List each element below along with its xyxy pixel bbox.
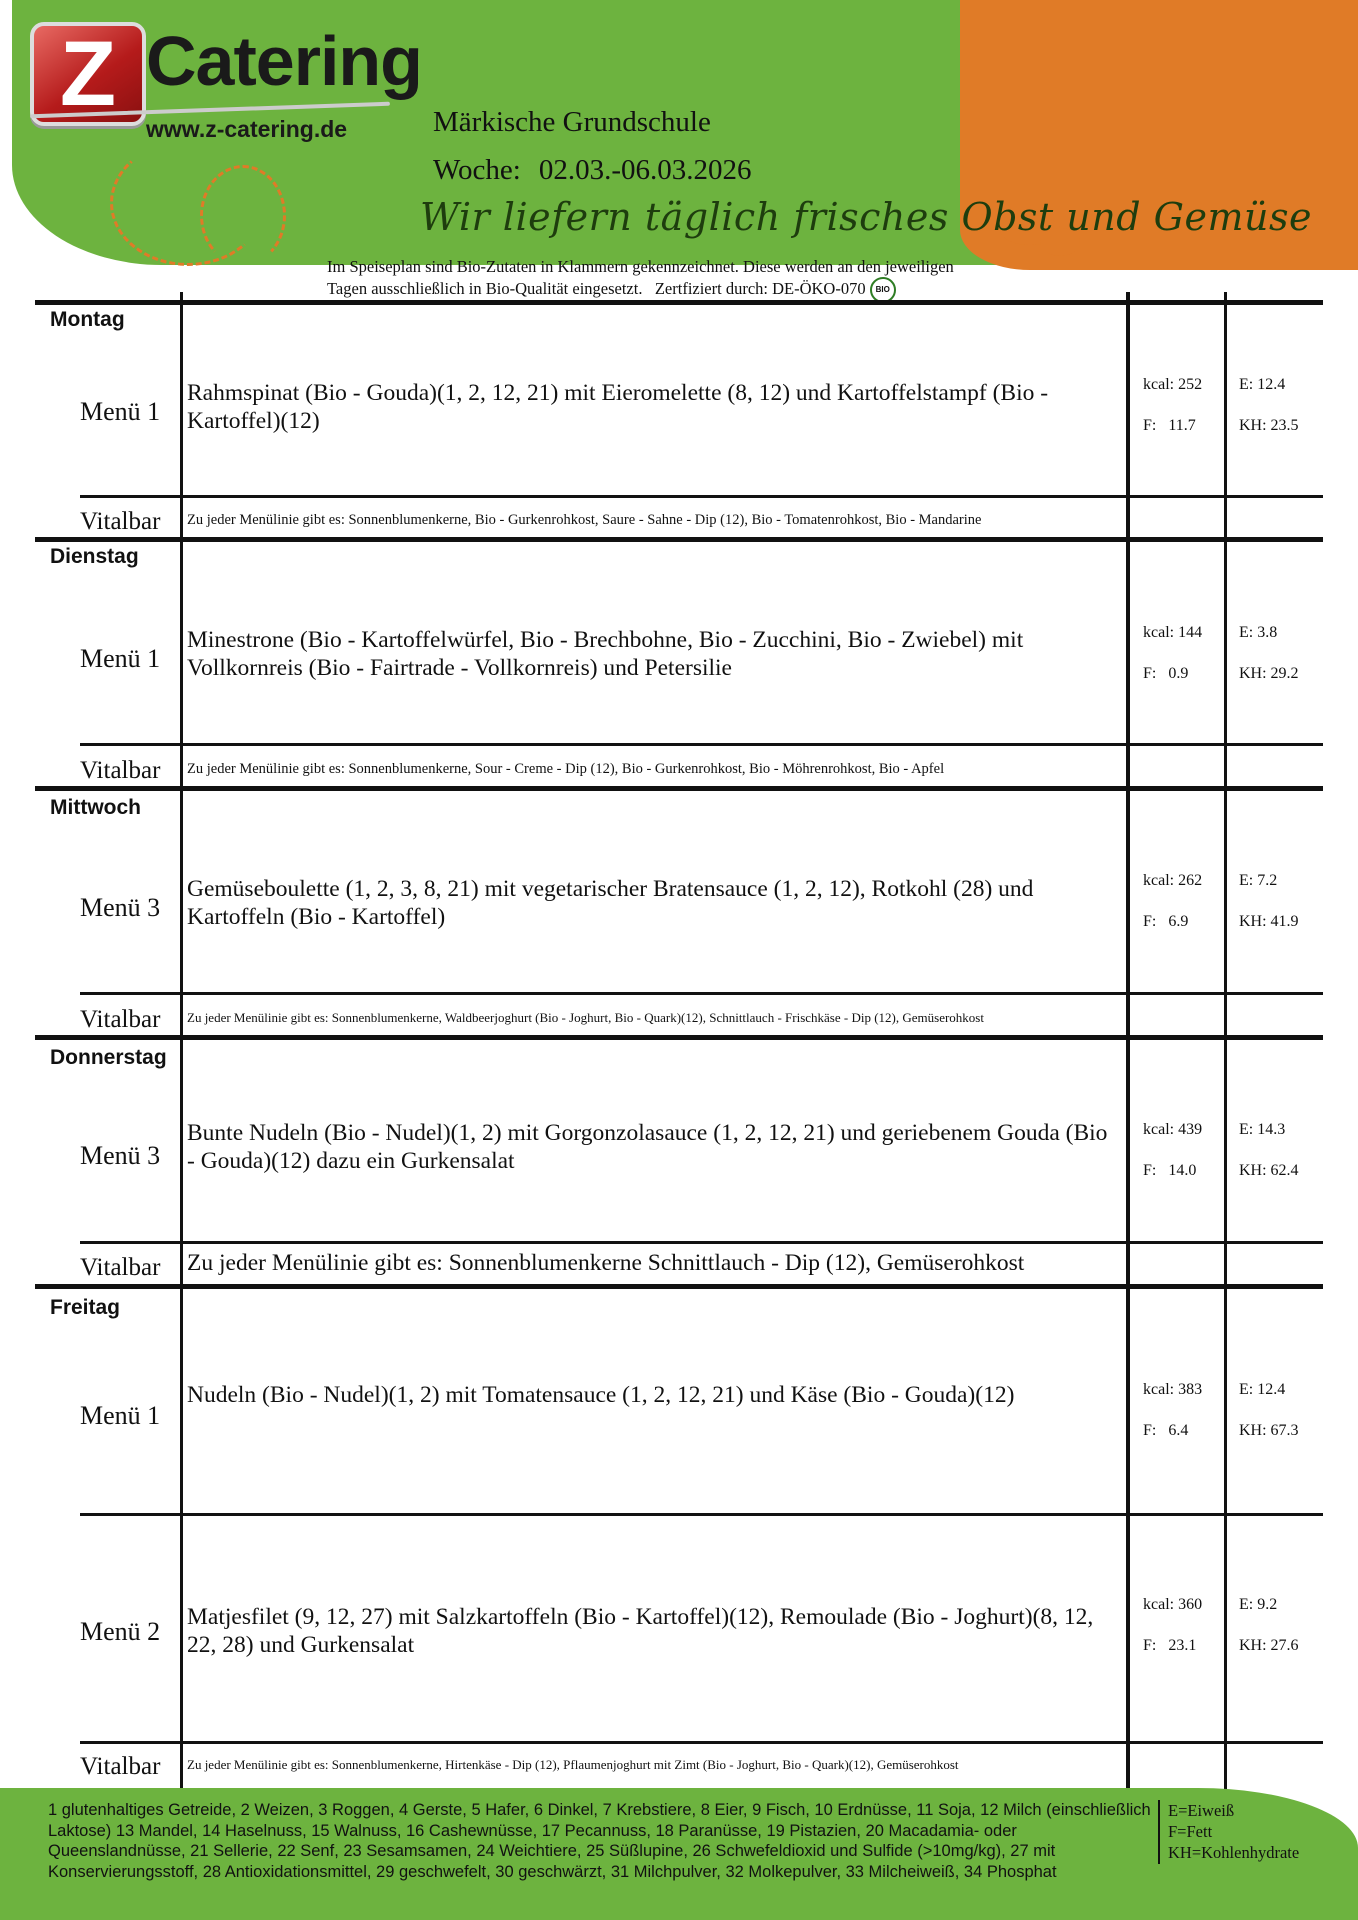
day-divider bbox=[35, 786, 1323, 791]
menu-description: Gemüseboulette (1, 2, 3, 8, 21) mit vegetarischer Bratensauce (1, 2, 12), Rotkohl (28) und Kartoffeln (Bio - Kartoffel) bbox=[187, 876, 1034, 930]
menu-label: Menü 1 bbox=[80, 1401, 161, 1430]
nutri-fat: F: 0.9 bbox=[1143, 665, 1189, 682]
vitalbar-divider bbox=[80, 992, 1323, 995]
legend-separator bbox=[1158, 1800, 1160, 1864]
vitalbar-label: Vitalbar bbox=[80, 1753, 161, 1780]
bio-seal-icon: BIO bbox=[870, 277, 896, 303]
nutri-protein: E: 12.4 bbox=[1239, 376, 1286, 393]
week-line bbox=[433, 154, 752, 187]
day-label-mittwoch: Mittwoch bbox=[50, 796, 141, 819]
nutri-kcal: kcal: 360 bbox=[1143, 1596, 1203, 1613]
nutri-protein: E: 9.2 bbox=[1239, 1596, 1278, 1613]
nutri-fat: F: 11.7 bbox=[1143, 417, 1196, 434]
nutri-protein: E: 3.8 bbox=[1239, 624, 1278, 641]
vitalbar-text: Zu jeder Menülinie gibt es: Sonnenblumenkerne Schnittlauch - Dip (12), Gemüserohkost bbox=[187, 1250, 1025, 1276]
school-name: Märkische Grundschule bbox=[433, 106, 711, 138]
day-divider bbox=[35, 537, 1323, 542]
nutri-fat: F: 6.9 bbox=[1143, 913, 1189, 930]
nutri-carbs: KH: 23.5 bbox=[1239, 417, 1299, 434]
logo-brand: Catering bbox=[146, 22, 422, 100]
day-divider bbox=[35, 1035, 1323, 1040]
day-divider bbox=[35, 1284, 1323, 1289]
menu-description: Nudeln (Bio - Nudel)(1, 2) mit Tomatensauce (1, 2, 12, 21) und Käse (Bio - Gouda)(12) bbox=[187, 1382, 1015, 1408]
nutri-kcal: kcal: 383 bbox=[1143, 1381, 1203, 1398]
menu-label: Menü 3 bbox=[80, 893, 161, 922]
nutri-kcal: kcal: 144 bbox=[1143, 624, 1203, 641]
nutri-carbs: KH: 62.4 bbox=[1239, 1162, 1299, 1179]
menu-label: Menü 3 bbox=[80, 1141, 161, 1170]
logo-url: www.z-catering.de bbox=[146, 116, 348, 142]
nutri-carbs: KH: 67.3 bbox=[1239, 1422, 1299, 1439]
table-divider-nutri bbox=[1224, 292, 1227, 1789]
day-label-freitag: Freitag bbox=[50, 1296, 121, 1319]
vitalbar-divider bbox=[80, 1241, 1323, 1244]
vitalbar-text: Zu jeder Menülinie gibt es: Sonnenblumenkerne, Hirtenkäse - Dip (12), Pflaumenjoghurt mit Zimt (Bio - Joghurt, Bio - Quark)(12), Gemüserohkost bbox=[187, 1757, 959, 1772]
vitalbar-divider bbox=[80, 495, 1323, 498]
nutri-fat: F: 23.1 bbox=[1143, 1637, 1197, 1654]
nutrition-legend bbox=[1168, 1800, 1299, 1863]
allergen-legend: 1 glutenhaltiges Getreide, 2 Weizen, 3 Roggen, 4 Gerste, 5 Hafer, 6 Dinkel, 7 Krebstiere, 8 Eier, 9 Fisch, 10 Erdnüsse, 11 Soja, 12 Milch (einschließlich Laktose) 13 Mandel, 14 Haselnuss, 15 Walnuss, 16 Cashewnüsse, 17 Pecannuss, 18 Paranüsse, 19 Pistazien, 20 Macadamia- oder Queenslandnüsse, 21 Sellerie, 22 Senf, 23 Sesamsamen, 24 Weichtiere, 25 Süßlupine, 26 Schwefeldioxid und Sulfide (>10mg/kg), 27 mit Konservierungsstoff, 28 Antioxidationsmittel, 29 geschwefelt, 30 geschwärzt, 31 Milchpulver, 32 Molkepulver, 33 Milcheiweiß, 34 Phosphat bbox=[48, 1801, 1151, 1881]
nutri-fat: F: 14.0 bbox=[1143, 1162, 1197, 1179]
vitalbar-text: Zu jeder Menülinie gibt es: Sonnenblumenkerne, Bio - Gurkenrohkost, Saure - Sahne - Dip (12), Bio - Tomatenrohkost, Bio - Mandarine bbox=[187, 512, 982, 528]
vitalbar-divider bbox=[80, 1741, 1323, 1744]
nutri-protein: E: 14.3 bbox=[1239, 1121, 1286, 1138]
nutri-kcal: kcal: 262 bbox=[1143, 872, 1203, 889]
day-label-donnerstag: Donnerstag bbox=[50, 1046, 167, 1069]
menu-divider bbox=[80, 1513, 1323, 1516]
menu-description: Bunte Nudeln (Bio - Nudel)(1, 2) mit Gorgonzolasauce (1, 2, 12, 21) und geriebenem Gouda (Bio - Gouda)(12) dazu ein Gurkensalat bbox=[187, 1120, 1108, 1174]
vitalbar-divider bbox=[80, 743, 1323, 746]
vitalbar-label: Vitalbar bbox=[80, 1006, 161, 1033]
vitalbar-label: Vitalbar bbox=[80, 1254, 161, 1281]
menu-label: Menü 1 bbox=[80, 397, 161, 426]
vitalbar-label: Vitalbar bbox=[80, 757, 161, 784]
decorative-dashed-loop bbox=[200, 165, 286, 266]
nutri-kcal: kcal: 252 bbox=[1143, 376, 1203, 393]
nutri-carbs: KH: 27.6 bbox=[1239, 1637, 1299, 1654]
week-dates: 02.03.-06.03.2026 bbox=[538, 154, 752, 186]
bio-note-line-2: Tagen ausschließlich in Bio-Qualität eingesetzt. Zertfiziert durch: DE-ÖKO-070 BIO bbox=[327, 277, 1027, 303]
bio-note bbox=[327, 257, 1027, 303]
day-label-dienstag: Dienstag bbox=[50, 545, 139, 568]
nutri-protein: E: 12.4 bbox=[1239, 1381, 1286, 1398]
vitalbar-text: Zu jeder Menülinie gibt es: Sonnenblumenkerne, Sour - Creme - Dip (12), Bio - Gurkenrohkost, Bio - Möhrenrohkost, Bio - Apfel bbox=[187, 761, 945, 777]
nutri-carbs: KH: 29.2 bbox=[1239, 665, 1299, 682]
day-label-montag: Montag bbox=[50, 308, 125, 331]
menu-description: Rahmspinat (Bio - Gouda)(1, 2, 12, 21) mit Eieromelette (8, 12) und Kartoffelstampf (Bio - Kartoffel)(12) bbox=[187, 380, 1049, 434]
bio-note-line-1: Im Speiseplan sind Bio-Zutaten in Klammern gekennzeichnet. Diese werden an den jeweiligen bbox=[327, 257, 954, 276]
menu-description: Matjesfilet (9, 12, 27) mit Salzkartoffeln (Bio - Kartoffel)(12), Remoulade (Bio - Joghurt)(8, 12, 22, 28) und Gurkensalat bbox=[187, 1604, 1094, 1658]
certification: Zertfiziert durch: DE-ÖKO-070 bbox=[654, 278, 866, 298]
vitalbar-text: Zu jeder Menülinie gibt es: Sonnenblumenkerne, Waldbeerjoghurt (Bio - Joghurt, Bio - Quark)(12), Schnittlauch - Frischkäse - Dip (12), Gemüserohkost bbox=[187, 1010, 984, 1025]
vitalbar-label: Vitalbar bbox=[80, 508, 161, 535]
legend-fat: F=Fett bbox=[1168, 1822, 1213, 1841]
table-divider-label bbox=[180, 292, 183, 1789]
nutri-carbs: KH: 41.9 bbox=[1239, 913, 1299, 930]
week-label: Woche: bbox=[433, 154, 521, 186]
menu-description: Minestrone (Bio - Kartoffelwürfel, Bio - Brechbohne, Bio - Zucchini, Bio - Zwiebel) mit Vollkornreis (Bio - Fairtrade - Vollkornreis) und Petersilie bbox=[187, 627, 1024, 681]
nutri-kcal: kcal: 439 bbox=[1143, 1121, 1203, 1138]
nutri-protein: E: 7.2 bbox=[1239, 872, 1278, 889]
menu-label: Menü 2 bbox=[80, 1617, 161, 1646]
slogan: Wir liefern täglich frisches Obst und Gemüse bbox=[420, 195, 1312, 239]
legend-carbs: KH=Kohlenhydrate bbox=[1168, 1843, 1300, 1862]
nutri-fat: F: 6.4 bbox=[1143, 1422, 1189, 1439]
menu-label: Menü 1 bbox=[80, 644, 161, 673]
logo-letter: Z bbox=[59, 23, 117, 125]
legend-protein: E=Eiweiß bbox=[1168, 1801, 1235, 1820]
